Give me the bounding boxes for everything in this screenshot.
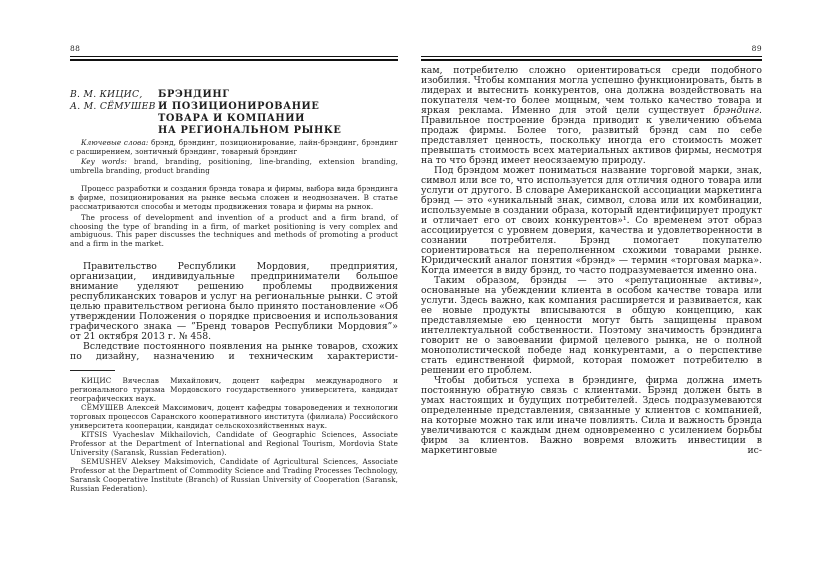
right-body-text [421,66,762,456]
title-line-3: ТОВАРА И КОМПАНИИ [158,112,305,124]
body-paragraph-right-4: Чтобы добиться успеха в брэндинге, фирма должна иметь постоянную обратную связь с клиентами. Брэнд должен быть в умах настоящих и будущих потребителей. Здесь подразумеваются определенные представления, связанные у клиентов с компанией, на которые можно так или иначе повлиять. Сила и важность брэнда увеличиваются с каждым днем одновременно с усилением борьбы фирм за клиентов. Важно вовремя вложить инвестиции в маркетинговые ис- [421,374,762,456]
paragraph-text: . Правильное построение брэнда приводит к увеличению объема продаж фирмы. Более того, развитый брэнд сам по себе представляет ценность, поскольку иногда его стоимость может превышать стоимость всех материальных активов фирмы, несмотря на то что брэнд имеет неосязаемую природу. [421,104,762,166]
header-rule-left [70,56,398,61]
author-name-2: А. М. СЁМУШЕВ [70,100,156,112]
footnote-author-2-ru: СЁМУШЕВ Алексей Максимович, доцент кафедры товароведения и технологии торговых процессов Саранского кооперативного института (филиала) Российского университета кооперации, кандидат сельскохозяйственных наук. [70,403,398,431]
article-byline [70,89,398,138]
title-line-4: НА РЕГИОНАЛЬНОМ РЫНКЕ [158,125,342,137]
title-line-2: И ПОЗИЦИОНИРОВАНИЕ [158,100,320,112]
rule-thick-line [421,59,762,61]
page-header-left [70,44,398,61]
body-paragraph-left-1: Правительство Республики Мордовия, предприятия, организации, индивидуальные предприниматели большое внимание уделяют решению проблемы продвижения республиканских товаров и услуг на региональные рынки. С этой целью правительством региона было принято постановление «Об утверждении Положения о порядке присвоения и использования графического знака — ”Бренд товаров Республики Мордовия”» от 21 октября 2013 г. № 458. [70,261,398,343]
keywords-en [70,158,398,176]
footnote-author-1-ru: КИЦИС Вячеслав Михайлович, доцент кафедры международного и регионального туризма Мордовского государственного университета, кандидат географических наук. [70,376,398,404]
article-authors [70,89,158,138]
body-paragraph-right-1 [421,66,762,166]
abstract-en: The process of development and invention of a product and a firm brand, of choosing the type of branding in a firm, of market positioning is very complex and ambiguous. This paper discusses the techniques and methods of promoting a product and a firm in the market. [70,212,398,249]
page-right [421,40,762,456]
page-left [70,40,398,493]
paragraph-text: кам, потребителю сложно ориентироваться среди подобного изобилия. Чтобы компания могла успешно функционировать, быть в лидерах и вытеснить конкурентов, она должна воздействовать на покупателя чем-то более мощным, чем только качество товара и яркая реклама. Именно для этой цели существует [421,64,762,116]
abstract-ru: Процесс разработки и создания брэнда товара и фирмы, выбора вида брэндинга в фирме, позиционирования на рынке весьма сложен и неоднозначен. В статье рассматриваются способы и методы продвижения товара и фирмы на рынок. [70,183,398,211]
footnote-separator [70,370,115,371]
keywords-ru-text: брэнд, брэндинг, позиционирование, лайн-брэндинг, брэндинг с расширением, зонтичный брэндинг, товарный брэндинг [70,138,398,157]
rule-thick-line [70,59,398,61]
left-body-text [70,262,398,362]
keywords-ru [70,139,398,157]
branding-term-italic: брэндинг [713,104,760,116]
keywords-en-text: brand, branding, positioning, line-branding, extension branding, umbrella branding, product branding [70,157,398,176]
body-paragraph-left-2: Вследствие постоянного появления на рынке товаров, схожих по дизайну, назначению и техническим характеристи- [70,341,398,363]
page-number-left: 88 [70,44,81,53]
article-title [158,89,341,138]
keywords-ru-label: Ключевые слова: [81,138,149,148]
rule-thin-line [421,56,762,57]
body-paragraph-right-2: Под брэндом может пониматься название торговой марки, знак, символ или все то, что используется для отличия одного товара или услуги от другого. В словаре Американской ассоциации маркетинга брэнд — это «уникальный знак, символ, слова или их комбинации, используемые в создании образа, который идентифицирует продукт и отличает его от своих конкурентов»¹. Со временем этот образ ассоциируется с уровнем доверия, качества и удовлетворенности в сознании потребителя. Брэнд помогает покупателю сориентироваться на переполненном схожими товарами рынке. Юридический аналог понятия «брэнд» — термин «торговая марка». Когда имеется в виду брэнд, то часто подразумевается именно она. [421,164,762,276]
page-header-right [421,44,762,61]
header-rule-right [421,56,762,61]
author-footnotes [70,376,398,493]
keywords-en-label: Key words: [81,157,127,167]
page-number-right: 89 [751,44,762,53]
rule-thin-line [70,56,398,57]
body-paragraph-right-3: Таким образом, брэнды — это «репутационные активы», основанные на убеждении клиента в особом качестве товара или услуги. Здесь важно, как компания расширяется и развивается, как ее новые продукты вписываются в общую концепцию, как представляемые ею ценности могут быть защищены правом интеллектуальной собственности. Поэтому значимость брэндинга говорит не о завоевании фирмой целевого рынка, не о полной монополистической победе над конкурентами, а о перспективе стать единственной фирмой, которая поможет потребителю в решении его проблем. [421,274,762,376]
title-line-1: БРЭНДИНГ [158,88,230,100]
footnote-author-2-en: SEMUSHEV Aleksey Maksimovich, Candidate of Agricultural Sciences, Associate Professor at the Department of Commodity Science and Trading Processes Technology, Saransk Cooperative Institute (Branch) of Russian University of Cooperation (Saransk, Russian Federation). [70,457,398,494]
footnote-author-1-en: KITSIS Vyacheslav Mikhailovich, Candidate of Geographic Sciences, Associate Professor at the Department of International and Regional Tourism, Mordovia State University (Saransk, Russian Federation). [70,430,398,458]
author-name-1: В. М. КИЦИС, [70,88,143,100]
